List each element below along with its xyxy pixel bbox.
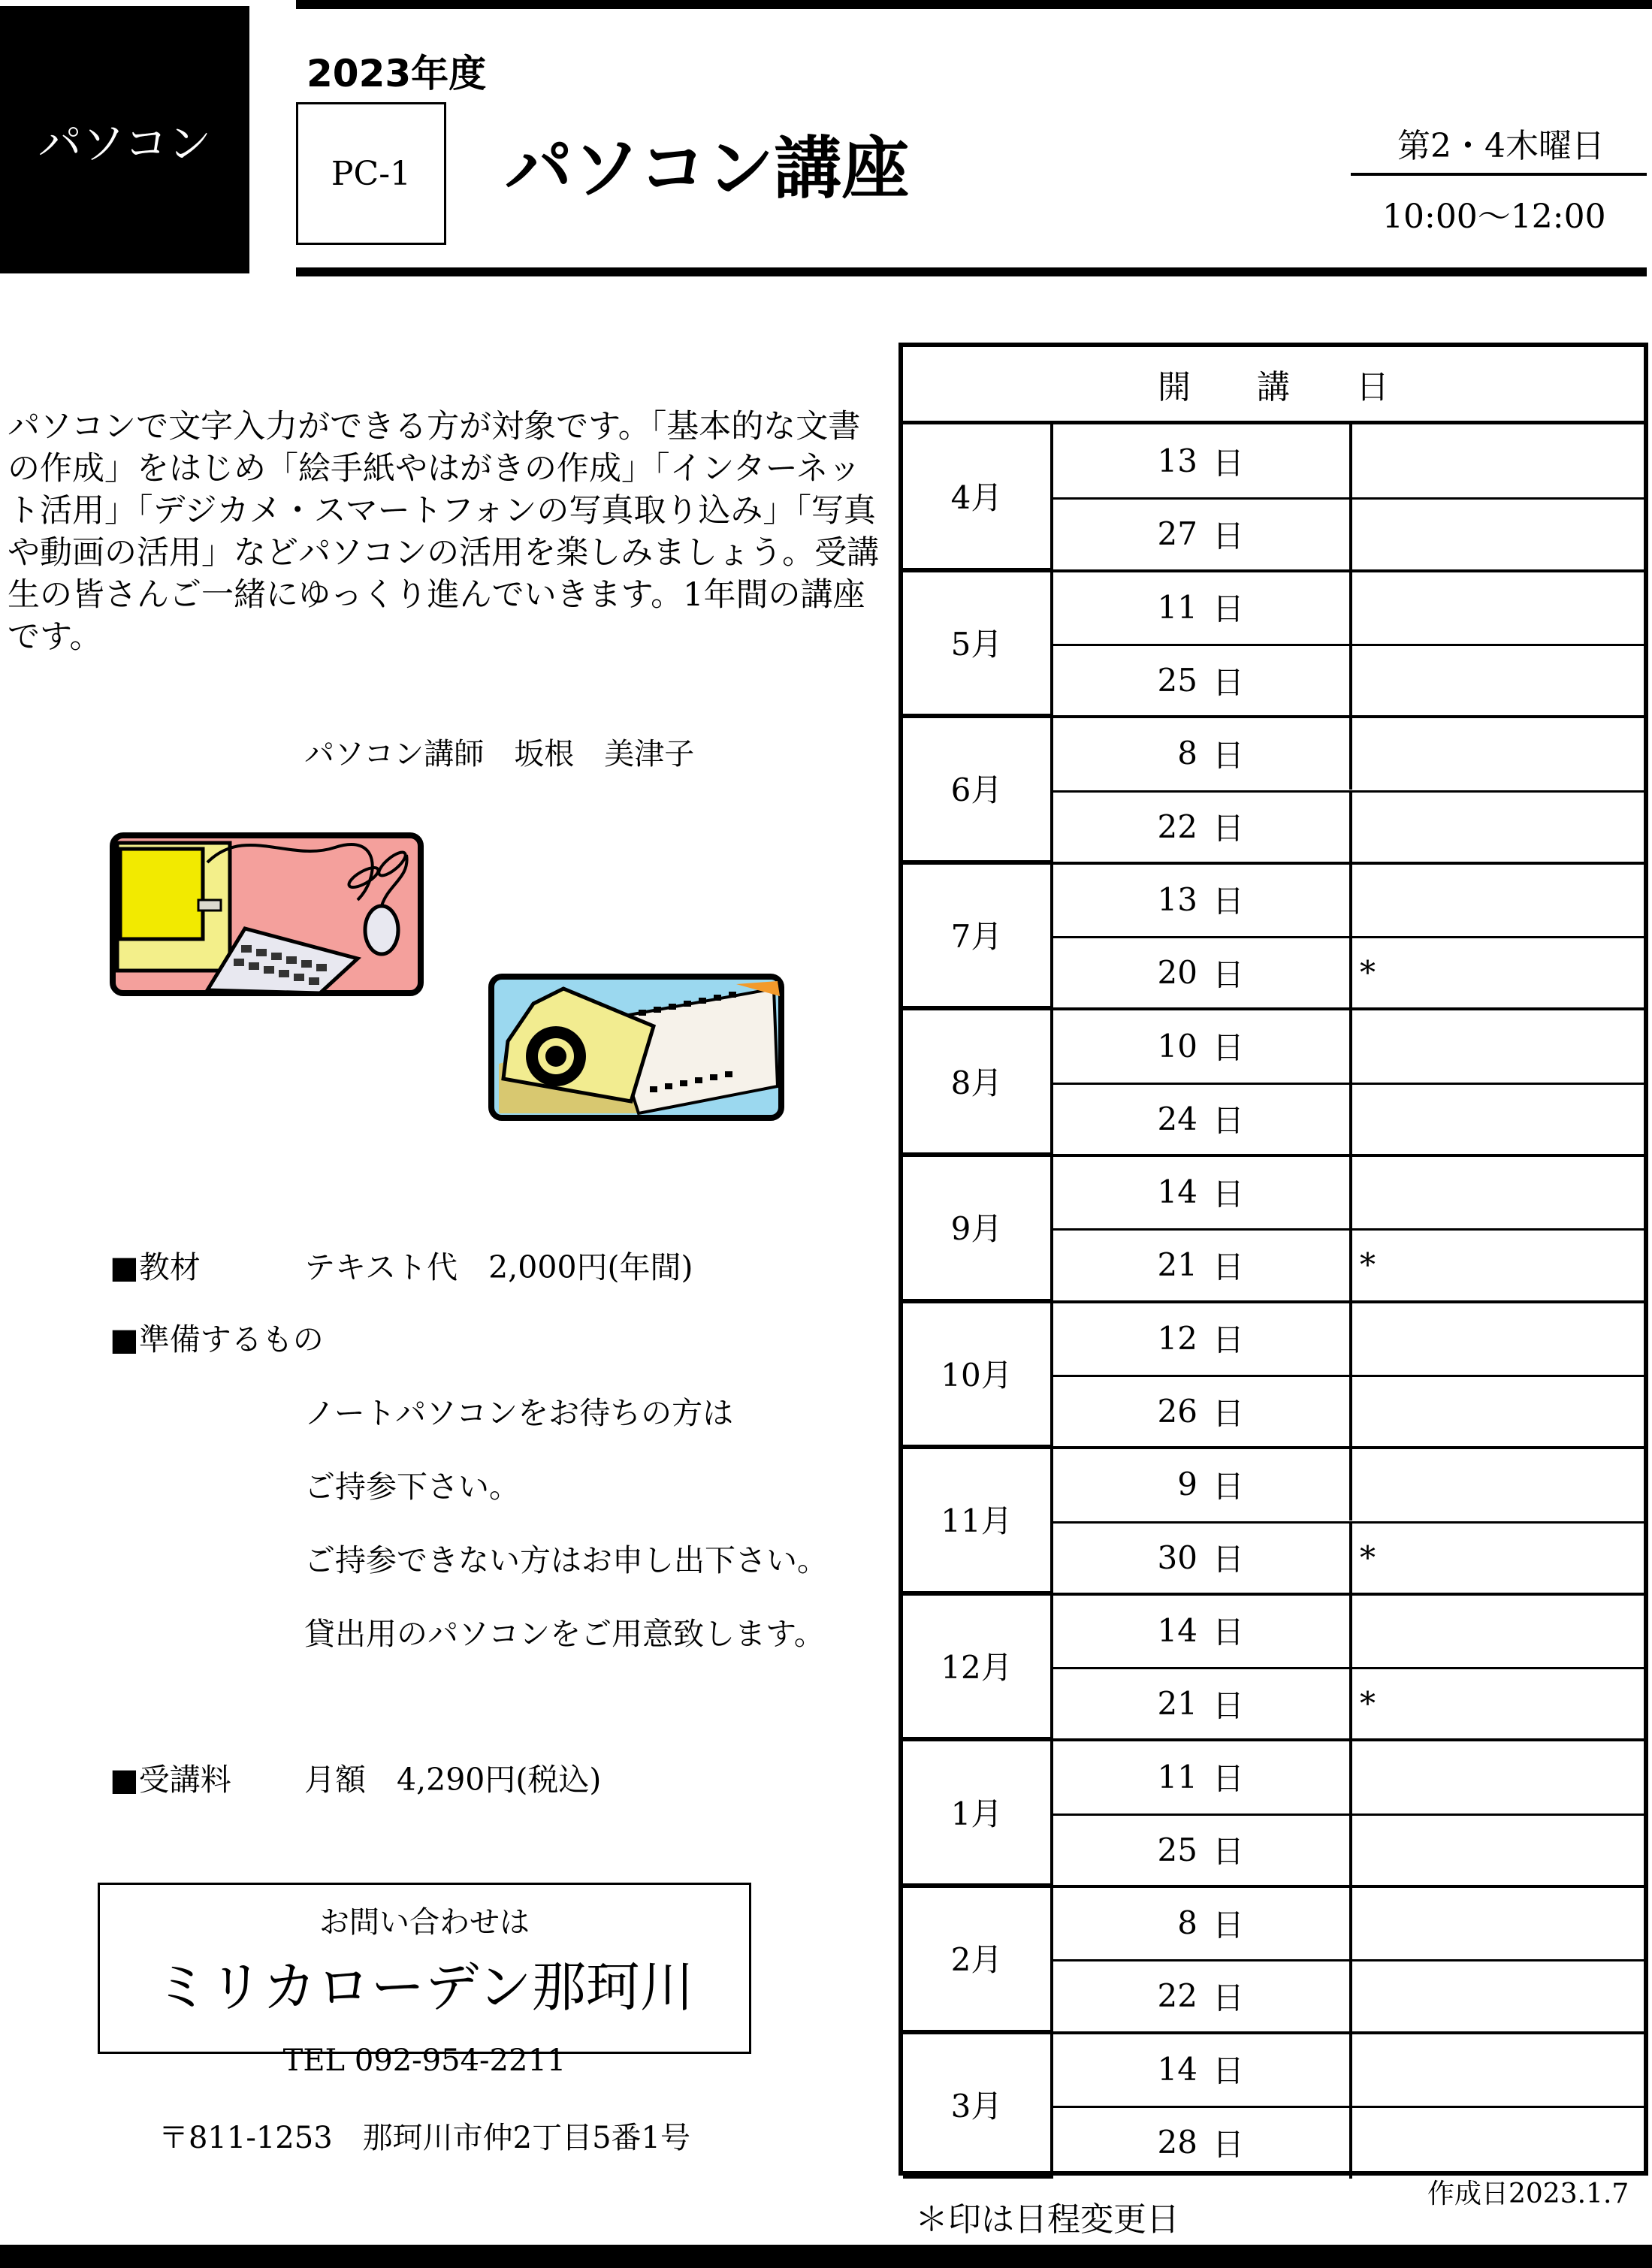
day-number: 22: [1157, 1977, 1197, 2015]
top-rule: [296, 0, 1652, 9]
day-number: 24: [1157, 1100, 1197, 1137]
schedule-change-mark: [1352, 2106, 1644, 2179]
calendar-month: 5月: [903, 571, 1053, 717]
calendar-month: 1月: [903, 1740, 1053, 1886]
schedule-change-mark: [1352, 497, 1644, 570]
calendar-day: [1053, 1448, 1352, 1521]
schedule-change-mark: [1352, 1302, 1644, 1375]
day-unit: 日: [1212, 1467, 1244, 1505]
day-unit: 日: [1212, 1760, 1244, 1798]
schedule-change-mark: *: [1360, 1685, 1376, 1723]
day-number: 8: [1177, 1904, 1197, 1942]
calendar-day: [1053, 1521, 1352, 1594]
calendar-header: 開 講 日: [903, 347, 1644, 424]
day-number: 21: [1157, 1246, 1197, 1284]
schedule-change-mark: [1352, 1009, 1644, 1082]
calendar-day: [1053, 424, 1352, 497]
materials-label: ■教材: [110, 1249, 201, 1285]
day-number: 11: [1157, 1758, 1197, 1795]
day-number: 26: [1157, 1393, 1197, 1430]
calendar-day: [1053, 936, 1352, 1009]
calendar-month: 9月: [903, 1155, 1053, 1302]
prep-line: ご持参できない方はお申し出下さい。: [304, 1542, 828, 1578]
calendar-day: [1053, 1083, 1352, 1155]
day-unit: 日: [1212, 517, 1244, 554]
calendar-day: [1053, 863, 1352, 936]
day-unit: 日: [1212, 1833, 1244, 1871]
calendar-month: 4月: [903, 424, 1053, 571]
computer-keyboard-icon: [110, 832, 424, 996]
day-unit: 日: [1212, 1175, 1244, 1213]
day-number: 25: [1157, 1831, 1197, 1868]
materials-value: テキスト代 2,000円(年間): [304, 1249, 693, 1285]
day-unit: 日: [1212, 663, 1244, 701]
day-unit: 日: [1212, 2125, 1244, 2163]
day-unit: 日: [1212, 1102, 1244, 1140]
day-unit: 日: [1212, 1029, 1244, 1067]
day-number: 27: [1157, 515, 1197, 553]
created-date: 作成日2023.1.7: [1427, 2179, 1629, 2209]
schedule-change-mark: *: [1360, 1246, 1376, 1284]
calendar-month: 3月: [903, 2033, 1053, 2179]
course-code: PC-1: [296, 102, 446, 245]
schedule-change-mark: [1352, 1083, 1644, 1155]
calendar-day: [1053, 1959, 1352, 2032]
day-unit: 日: [1212, 883, 1244, 920]
schedule-change-mark: [1352, 1448, 1644, 1521]
day-number: 22: [1157, 808, 1197, 845]
calendar-day: [1053, 2033, 1352, 2106]
schedule-change-mark: [1352, 571, 1644, 644]
schedule-change-mark: [1352, 1594, 1644, 1667]
calendar-day: [1053, 1009, 1352, 1082]
calendar-month: 10月: [903, 1302, 1053, 1448]
schedule-day: 第2・4木曜日: [1397, 127, 1605, 165]
day-number: 12: [1157, 1319, 1197, 1357]
schedule-change-mark: *: [1360, 1539, 1376, 1576]
day-unit: 日: [1212, 1321, 1244, 1359]
schedule-change-mark: [1352, 2033, 1644, 2106]
category-label: パソコン: [0, 6, 249, 273]
schedule-change-mark: [1352, 1155, 1644, 1228]
calendar-month: 2月: [903, 1886, 1053, 2033]
day-number: 8: [1177, 735, 1197, 772]
schedule-change-mark: [1352, 1740, 1644, 1813]
legend-note: ＊印は日程変更日: [915, 2200, 1179, 2239]
calendar-month: 12月: [903, 1594, 1053, 1741]
calendar-day: [1053, 2106, 1352, 2179]
calendar-day: [1053, 1375, 1352, 1448]
day-number: 11: [1157, 588, 1197, 626]
schedule-change-mark: [1352, 644, 1644, 717]
day-number: 20: [1157, 954, 1197, 992]
course-description: パソコンで文字入力ができる方が対象です。「基本的な文書の作成」をはじめ「絵手紙やはがきの作成」「インターネット活用」「デジカメ・スマートフォンの写真取り込み」「写真や動画の活用」などパソコンの活用を楽しみましょう。受講生の皆さんご一緒にゆっくり進んでいきます。1年間の講座です。: [8, 408, 880, 656]
calendar-month: 11月: [903, 1448, 1053, 1594]
day-number: 28: [1157, 2124, 1197, 2161]
day-number: 25: [1157, 662, 1197, 699]
day-unit: 日: [1212, 590, 1244, 628]
contact-lead: お問い合わせは: [319, 1905, 530, 1940]
calendar-month: 6月: [903, 717, 1053, 863]
day-unit: 日: [1212, 444, 1244, 482]
schedule-change-mark: [1352, 424, 1644, 497]
schedule-change-mark: [1352, 1959, 1644, 2032]
schedule-change-mark: [1352, 717, 1644, 790]
header-rule: [296, 267, 1647, 276]
calendar-day: [1053, 1594, 1352, 1667]
day-unit: 日: [1212, 1614, 1244, 1651]
day-unit: 日: [1212, 1979, 1244, 2016]
calendar-day: [1053, 1155, 1352, 1228]
day-number: 30: [1157, 1539, 1197, 1576]
day-number: 13: [1157, 442, 1197, 480]
camera-film-icon: [488, 974, 784, 1121]
prep-line: ノートパソコンをお待ちの方は: [304, 1395, 734, 1431]
day-unit: 日: [1212, 1248, 1244, 1285]
calendar-day: [1053, 1740, 1352, 1813]
day-number: 9: [1177, 1466, 1197, 1503]
day-number: 13: [1157, 880, 1197, 918]
day-unit: 日: [1212, 736, 1244, 774]
bottom-rule: [0, 2245, 1652, 2268]
day-unit: 日: [1212, 956, 1244, 993]
schedule-change-mark: [1352, 1886, 1644, 1959]
day-unit: 日: [1212, 2052, 1244, 2090]
calendar-day: [1053, 1302, 1352, 1375]
prep-label: ■準備するもの: [110, 1321, 324, 1357]
day-number: 21: [1157, 1685, 1197, 1723]
schedule-change-mark: [1352, 863, 1644, 936]
prep-line: ご持参下さい。: [304, 1469, 520, 1505]
calendar-day: [1053, 497, 1352, 570]
schedule-change-mark: [1352, 1813, 1644, 1886]
calendar-month: 7月: [903, 863, 1053, 1010]
contact-box: [98, 1883, 751, 2054]
day-unit: 日: [1212, 810, 1244, 847]
page-title: パソコン講座: [505, 129, 910, 208]
day-unit: 日: [1212, 1394, 1244, 1432]
contact-name: ミリカローデン那珂川: [155, 1955, 694, 2019]
calendar-day: [1053, 1667, 1352, 1740]
schedule-divider: [1351, 173, 1647, 176]
schedule-change-mark: *: [1360, 954, 1376, 992]
fee-value: 月額 4,290円(税込): [304, 1762, 602, 1798]
day-unit: 日: [1212, 1906, 1244, 1943]
calendar-day: [1053, 644, 1352, 717]
schedule-time: 10:00〜12:00: [1382, 198, 1606, 236]
day-number: 14: [1157, 2050, 1197, 2088]
calendar-month: 8月: [903, 1009, 1053, 1155]
fee-label: ■受講料: [110, 1762, 231, 1798]
day-number: 14: [1157, 1611, 1197, 1649]
schedule-change-mark: [1352, 1375, 1644, 1448]
contact-address: 〒811-1253 那珂川市仲2丁目5番1号: [158, 2121, 690, 2155]
instructor: パソコン講師 坂根 美津子: [304, 737, 695, 772]
calendar-day: [1053, 790, 1352, 863]
schedule-change-mark: [1352, 790, 1644, 863]
calendar-day: [1053, 1886, 1352, 1959]
calendar-day: [1053, 1813, 1352, 1886]
day-number: 10: [1157, 1027, 1197, 1065]
calendar-day: [1053, 1228, 1352, 1301]
day-number: 14: [1157, 1173, 1197, 1211]
day-unit: 日: [1212, 1687, 1244, 1724]
fiscal-year: 2023年度: [307, 52, 487, 95]
contact-tel: TEL 092-954-2211: [282, 2043, 566, 2078]
day-unit: 日: [1212, 1541, 1244, 1578]
prep-line: 貸出用のパソコンをご用意致します。: [304, 1616, 825, 1652]
calendar-day: [1053, 571, 1352, 644]
session-calendar: [898, 343, 1648, 2176]
calendar-day: [1053, 717, 1352, 790]
